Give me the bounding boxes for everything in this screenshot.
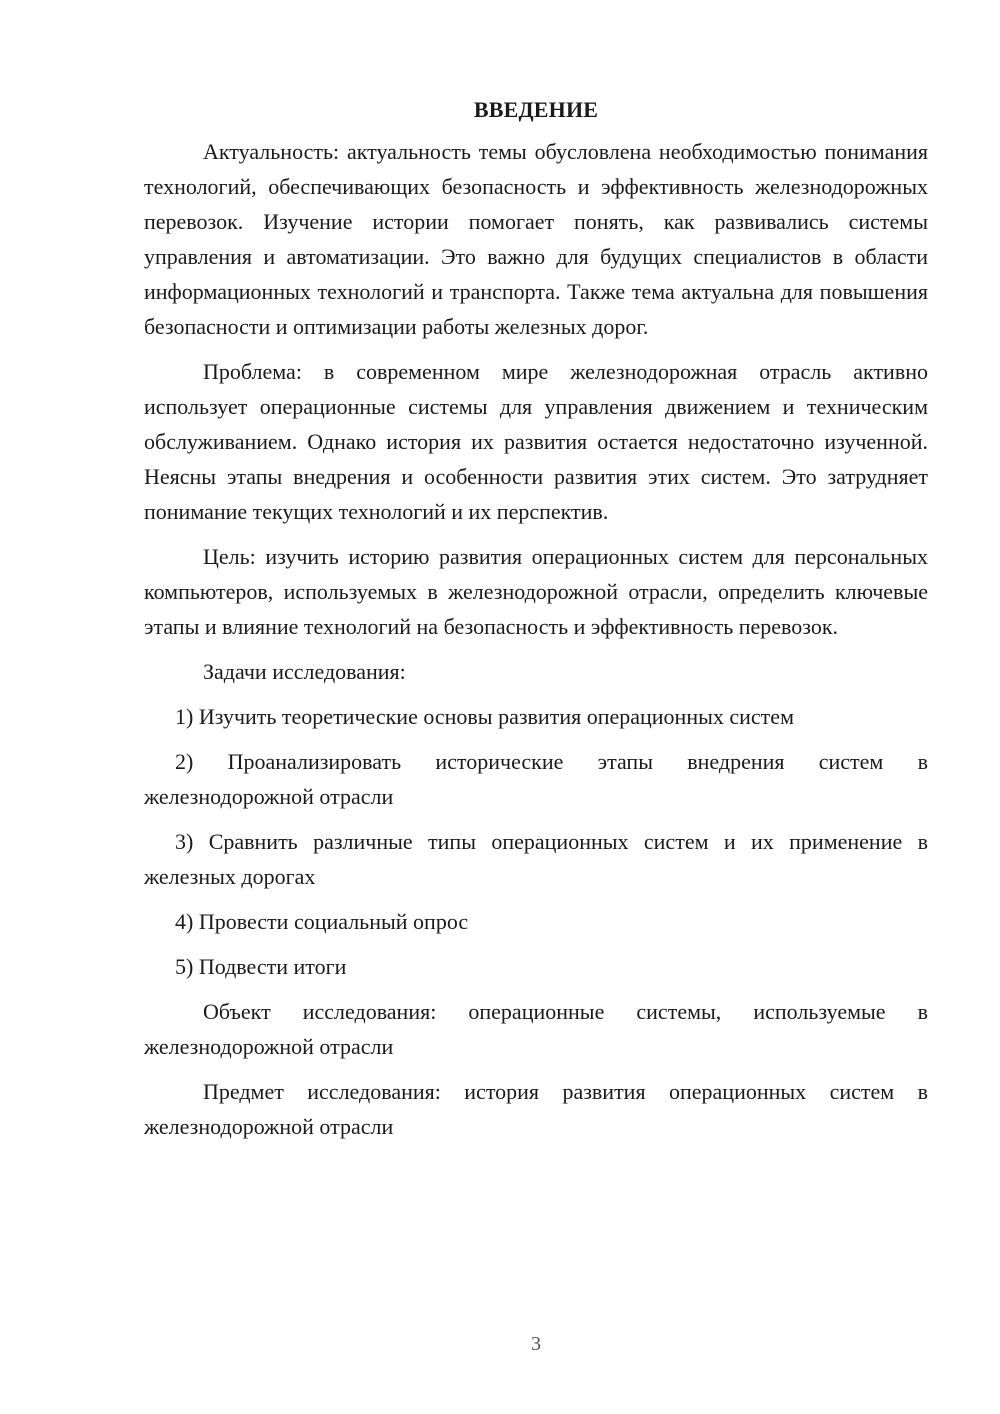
document-page <box>144 92 928 1144</box>
task-item: 1) Изучить теоретические основы развития операционных систем <box>175 704 794 729</box>
object-paragraph: Объект исследования: операционные системы, используемые в железнодорожной отрасли <box>144 999 928 1059</box>
subject-paragraph: Предмет исследования: история развития операционных систем в железнодорожной отрасли <box>144 1079 928 1139</box>
problem-paragraph: Проблема: в современном мире железнодорожная отрасль активно использует операционные системы для управления движением и техническим обслуживанием. Однако история их развития остается недостаточно изученной. Неясны этапы внедрения и особенности развития этих систем. Это затрудняет понимание текущих технологий и их перспектив. <box>144 359 928 524</box>
tasks-title: Задачи исследования: <box>203 659 406 684</box>
goal-paragraph: Цель: изучить историю развития операционных систем для персональных компьютеров, используемых в железнодорожной отрасли, определить ключевые этапы и влияние технологий на безопасность и эффективность перевозок. <box>144 544 928 639</box>
page-heading: ВВЕДЕНИЕ <box>473 97 599 122</box>
task-item: 3) Сравнить различные типы операционных систем и их применение в железных дорогах <box>144 829 928 889</box>
relevance-paragraph: Актуальность: актуальность темы обусловлена необходимостью понимания технологий, обеспечивающих безопасность и эффективность железнодорожных перевозок. Изучение истории помогает понять, как развивались системы управления и автоматизации. Это важно для будущих специалистов в области информационных технологий и транспорта. Также тема актуальна для повышения безопасности и оптимизации работы железных дорог. <box>144 139 928 339</box>
task-item: 4) Провести социальный опрос <box>175 909 469 934</box>
task-item: 5) Подвести итоги <box>175 954 347 979</box>
task-item: 2) Проанализировать исторические этапы внедрения систем в железнодорожной отрасли <box>144 749 928 809</box>
page-number: 3 <box>531 1333 541 1355</box>
